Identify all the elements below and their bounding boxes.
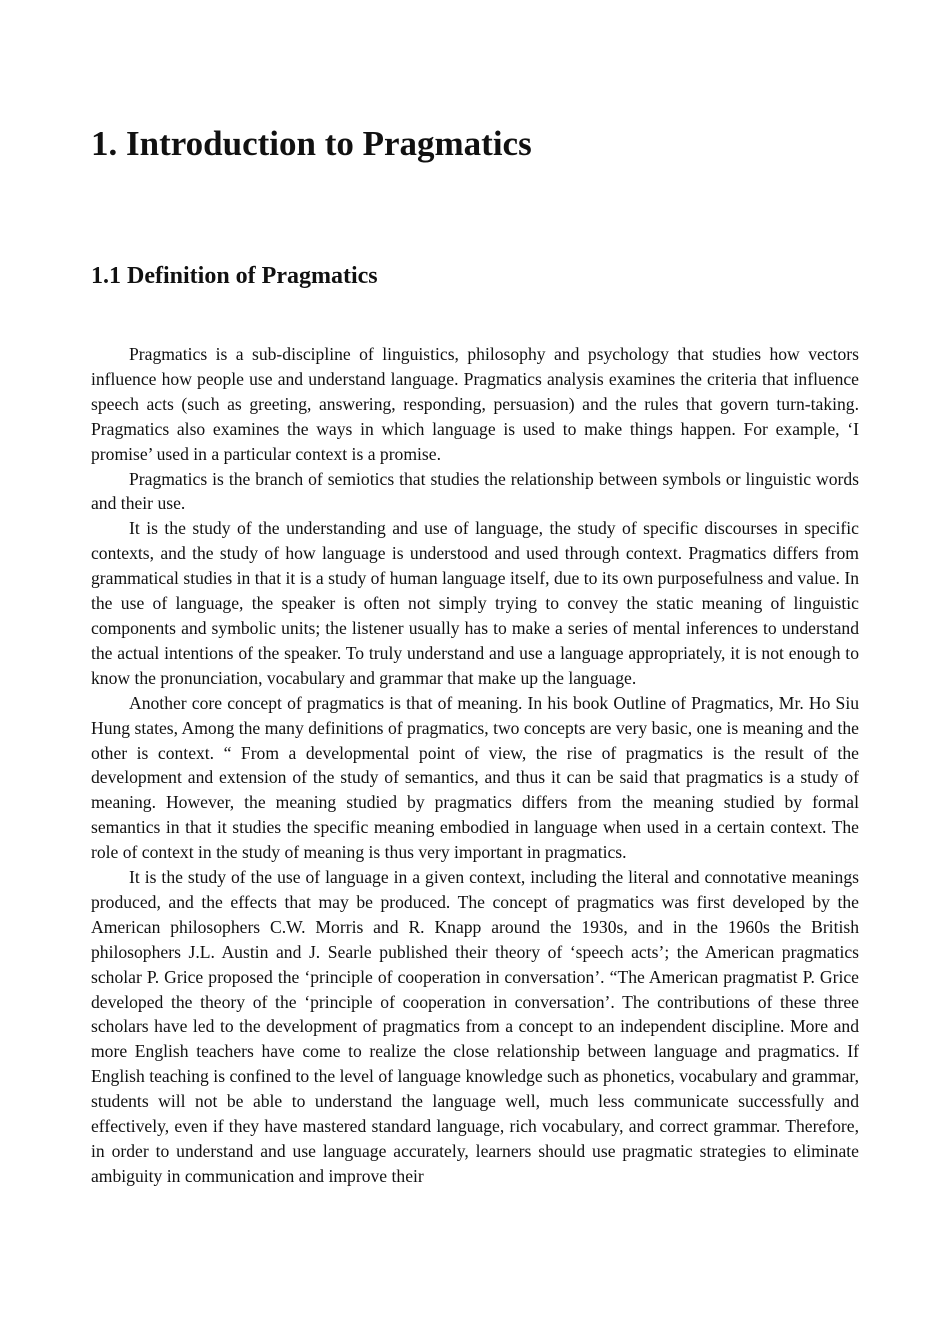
paragraph: Pragmatics is the branch of semiotics that studies the relationship between symbols or linguistic words and their use. [91, 468, 859, 514]
paragraph: Another core concept of pragmatics is that of meaning. In his book Outline of Pragmatics, Mr. Ho Siu Hung states, Among the many definitions of pragmatics, two concepts are very basic, one is meaning and the other is context. “ From a developmental point of view, the rise of pragmatics is the result of the development and extension of the study of semantics, and thus it can be said that pragmatics is a study of meaning. However, the meaning studied by pragmatics differs from the meaning studied by formal semantics in that it studies the specific meaning embodied in language when used in a certain context. The role of context in the study of meaning is thus very important in pragmatics. [91, 692, 859, 863]
section-title: 1.1 Definition of Pragmatics [91, 263, 378, 289]
paragraph: It is the study of the understanding and use of language, the study of specific discourses in specific contexts, and the study of how language is understood and used through context. Pragmatics differs from grammatical studies in that it is a study of human language itself, due to its own purposefulness and value. In the use of language, the speaker is often not simply trying to convey the static meaning of linguistic components and symbolic units; the listener usually has to make a series of mental inferences to understand the actual intentions of the speaker. To truly understand and use a language appropriately, it is not enough to know the pronunciation, vocabulary and grammar that make up the language. [91, 518, 859, 688]
paragraph: It is the study of the use of language in a given context, including the literal and connotative meanings produced, and the effects that may be produced. The concept of pragmatics was first developed by the American philosophers C.W. Morris and R. Knapp around the 1930s, and in the 1960s the British philosophers J.L. Austin and J. Searle published their theory of ‘speech acts’; the American pragmatics scholar P. Grice proposed the ‘principle of cooperation in conversation’. “The American pragmatist P. Grice developed the theory of the ‘principle of cooperation in conversation’. The contributions of these three scholars have led to the development of pragmatics from a concept to an independent discipline. More and more English teachers have come to realize the close relationship between language and pragmatics. If English teaching is confined to the level of language knowledge such as phonetics, vocabulary and grammar, students will not be able to understand the language well, much less communicate successfully and effectively, even if they have mastered standard language, rich vocabulary, and correct grammar. Therefore, in order to understand and use language accurately, learners should use pragmatic strategies to eliminate ambiguity in communication and improve their [91, 867, 859, 1186]
paragraph: Pragmatics is a sub-discipline of linguistics, philosophy and psychology that studies how vectors influence how people use and understand language. Pragmatics analysis examines the criteria that influence speech acts (such as greeting, answering, responding, persuasion) and the rules that govern turn-taking. Pragmatics also examines the ways in which language is used to make things happen. For example, ‘I promise’ used in a particular context is a promise. [91, 344, 859, 464]
chapter-title: 1. Introduction to Pragmatics [91, 124, 532, 163]
body-text [91, 342, 859, 1189]
